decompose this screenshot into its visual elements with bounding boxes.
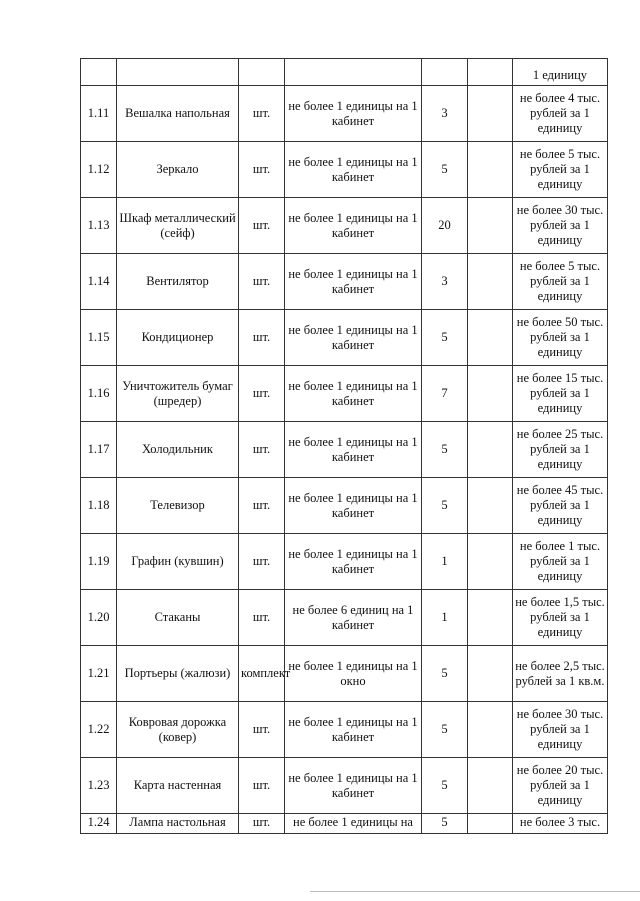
cell-term: 20 xyxy=(422,198,468,254)
cell-unit: шт. xyxy=(239,534,285,590)
cell-empty xyxy=(468,478,513,534)
cell-unit: шт. xyxy=(239,310,285,366)
cell-term: 5 xyxy=(422,758,468,814)
table-row xyxy=(81,366,608,422)
cell-num: 1.20 xyxy=(81,590,117,646)
cell-norm: не более 1 единицы на 1 кабинет xyxy=(285,366,422,422)
cell-term: 5 xyxy=(422,702,468,758)
cell-name: Лампа настольная xyxy=(117,814,239,834)
cell-unit: шт. xyxy=(239,422,285,478)
cell-norm: не более 1 единицы на 1 кабинет xyxy=(285,478,422,534)
cell-norm: не более 1 единицы на 1 кабинет xyxy=(285,758,422,814)
cell-unit: комплект xyxy=(239,646,285,702)
cell-unit: шт. xyxy=(239,142,285,198)
cell-unit: шт. xyxy=(239,366,285,422)
cell-num: 1.21 xyxy=(81,646,117,702)
cell-norm: не более 1 единицы на 1 окно xyxy=(285,646,422,702)
cell-norm: не более 1 единицы на 1 кабинет xyxy=(285,422,422,478)
cell-price: не более 30 тыс. рублей за 1 единицу xyxy=(513,198,608,254)
cell-term: 5 xyxy=(422,310,468,366)
table-row xyxy=(81,534,608,590)
table-row xyxy=(81,310,608,366)
cell-price: не более 1 тыс. рублей за 1 единицу xyxy=(513,534,608,590)
cell-norm: не более 1 единицы на 1 кабинет xyxy=(285,198,422,254)
cell-empty xyxy=(468,59,513,86)
cell-num: 1.15 xyxy=(81,310,117,366)
cell-norm: не более 1 единицы на 1 кабинет xyxy=(285,142,422,198)
table-row xyxy=(81,142,608,198)
cell-name: Карта настенная xyxy=(117,758,239,814)
table-row xyxy=(81,758,608,814)
cell-norm: не более 1 единицы на 1 кабинет xyxy=(285,86,422,142)
cell-num: 1.17 xyxy=(81,422,117,478)
cell-price: не более 50 тыс. рублей за 1 единицу xyxy=(513,310,608,366)
cell-price: не более 45 тыс. рублей за 1 единицу xyxy=(513,478,608,534)
cell-norm: не более 1 единицы на 1 кабинет xyxy=(285,254,422,310)
cell-unit: шт. xyxy=(239,254,285,310)
table-row xyxy=(81,814,608,834)
cell-norm: не более 6 единиц на 1 кабинет xyxy=(285,590,422,646)
cell-empty xyxy=(468,198,513,254)
cell-term: 5 xyxy=(422,422,468,478)
cell-price: не более 4 тыс. рублей за 1 единицу xyxy=(513,86,608,142)
cell-price: не более 3 тыс. xyxy=(513,814,608,834)
cell-unit: шт. xyxy=(239,86,285,142)
cell-term: 5 xyxy=(422,646,468,702)
cell-price: не более 20 тыс. рублей за 1 единицу xyxy=(513,758,608,814)
cell-name: Вентилятор xyxy=(117,254,239,310)
cell-num: 1.23 xyxy=(81,758,117,814)
cell-norm: не более 1 единицы на 1 кабинет xyxy=(285,310,422,366)
cell-num: 1.19 xyxy=(81,534,117,590)
cell-name: Портьеры (жалюзи) xyxy=(117,646,239,702)
cell-price: не более 15 тыс. рублей за 1 единицу xyxy=(513,366,608,422)
table-row xyxy=(81,702,608,758)
cell-norm: не более 1 единицы на 1 кабинет xyxy=(285,702,422,758)
cell-unit: шт. xyxy=(239,198,285,254)
cell-num: 1.11 xyxy=(81,86,117,142)
cell-name: Кондиционер xyxy=(117,310,239,366)
cell-term: 3 xyxy=(422,254,468,310)
cell-norm: не более 1 единицы на 1 кабинет xyxy=(285,534,422,590)
cell-unit: шт. xyxy=(239,702,285,758)
cell-empty xyxy=(468,758,513,814)
cell-num: 1.24 xyxy=(81,814,117,834)
cell-num: 1.12 xyxy=(81,142,117,198)
table-row xyxy=(81,86,608,142)
cell-empty xyxy=(468,646,513,702)
cell-term: 5 xyxy=(422,142,468,198)
cell-name: Графин (кувшин) xyxy=(117,534,239,590)
cell-name: Уничтожитель бумаг (шредер) xyxy=(117,366,239,422)
table-row xyxy=(81,646,608,702)
cell-name: Холодильник xyxy=(117,422,239,478)
cell-unit xyxy=(239,59,285,86)
cell-empty xyxy=(468,310,513,366)
cell-term xyxy=(422,59,468,86)
cell-term: 1 xyxy=(422,590,468,646)
cell-empty xyxy=(468,702,513,758)
cell-name: Зеркало xyxy=(117,142,239,198)
cell-unit: шт. xyxy=(239,814,285,834)
cell-unit: шт. xyxy=(239,758,285,814)
cell-norm: не более 1 единицы на xyxy=(285,814,422,834)
cell-unit: шт. xyxy=(239,478,285,534)
cell-empty xyxy=(468,422,513,478)
page-bottom-rule xyxy=(310,891,640,892)
cell-num: 1.18 xyxy=(81,478,117,534)
cell-empty xyxy=(468,254,513,310)
norms-table xyxy=(80,58,608,834)
cell-term: 1 xyxy=(422,534,468,590)
cell-name: Вешалка напольная xyxy=(117,86,239,142)
cell-term: 5 xyxy=(422,478,468,534)
table-row xyxy=(81,254,608,310)
cell-name: Ковровая дорожка (ковер) xyxy=(117,702,239,758)
cell-price: не более 2,5 тыс. рублей за 1 кв.м. xyxy=(513,646,608,702)
cell-name: Телевизор xyxy=(117,478,239,534)
cell-num xyxy=(81,59,117,86)
cell-price: не более 5 тыс. рублей за 1 единицу xyxy=(513,142,608,198)
table-row xyxy=(81,478,608,534)
cell-term: 5 xyxy=(422,814,468,834)
cell-num: 1.16 xyxy=(81,366,117,422)
cell-name: Шкаф металлический (сейф) xyxy=(117,198,239,254)
cell-norm xyxy=(285,59,422,86)
cell-unit: шт. xyxy=(239,590,285,646)
cell-price: не более 5 тыс. рублей за 1 единицу xyxy=(513,254,608,310)
table-row xyxy=(81,198,608,254)
cell-empty xyxy=(468,534,513,590)
cell-num: 1.14 xyxy=(81,254,117,310)
cell-term: 3 xyxy=(422,86,468,142)
cell-name: Стаканы xyxy=(117,590,239,646)
cell-term: 7 xyxy=(422,366,468,422)
cell-empty xyxy=(468,86,513,142)
cell-empty xyxy=(468,814,513,834)
cell-empty xyxy=(468,366,513,422)
table-row xyxy=(81,590,608,646)
table-row xyxy=(81,422,608,478)
cell-price: 1 единицу xyxy=(513,59,608,86)
cell-price: не более 1,5 тыс. рублей за 1 единицу xyxy=(513,590,608,646)
cell-name xyxy=(117,59,239,86)
cell-price: не более 25 тыс. рублей за 1 единицу xyxy=(513,422,608,478)
cell-num: 1.22 xyxy=(81,702,117,758)
table-row-continuation xyxy=(81,59,608,86)
cell-empty xyxy=(468,590,513,646)
cell-price: не более 30 тыс. рублей за 1 единицу xyxy=(513,702,608,758)
cell-num: 1.13 xyxy=(81,198,117,254)
cell-empty xyxy=(468,142,513,198)
